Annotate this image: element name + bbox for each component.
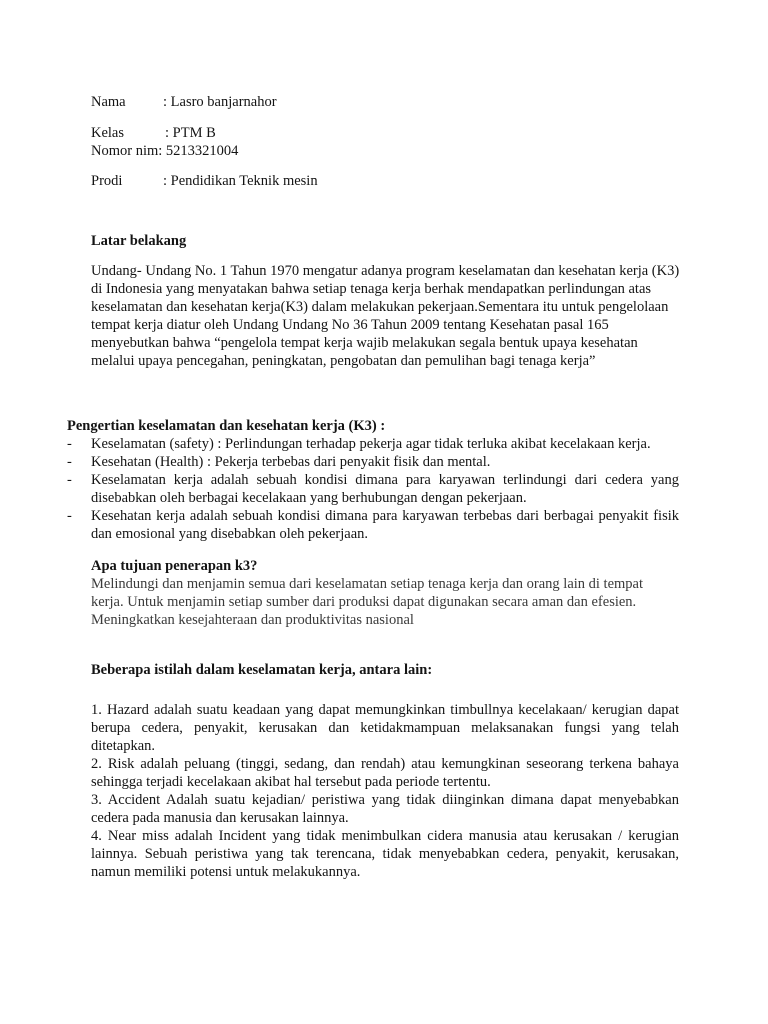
pengertian-item — [67, 453, 679, 471]
latar-body: Undang- Undang No. 1 Tahun 1970 mengatur adanya program keselamatan dan kesehatan kerja (K3) di Indonesia yang menyatakan bahwa setiap tenaga kerja berhak mendapatkan perlindungan atas keselamatan dan kesehatan kerja(K3) dalam melakukan pekerjaan.Sementara itu untuk pengelolaan tempat kerja diatur oleh Undang Undang No 36 Tahun 2009 tentang Kesehatan pasal 165 menyebutkan bahwa “pengelola tempat kerja wajib melakukan segala bentuk upaya kesehatan melalui upaya pencegahan, peningkatan, pengobatan dan pemulihan bagi tenaga kerja” — [91, 263, 680, 369]
pengertian-item — [67, 435, 679, 453]
istilah-item: 4. Near miss adalah Incident yang tidak menimbulkan cidera manusia atau kerusakan / kerugian lainnya. Sebuah peristiwa yang tak terencana, tidak menyebabkan cedera, penyakit, kerusakan, namun memiliki potensi untuk melakukannya. — [91, 828, 679, 880]
pengertian-heading: Pengertian keselamatan dan kesehatan kerja (K3) : — [67, 418, 386, 434]
latar-heading: Latar belakang — [91, 233, 187, 249]
pengertian-item — [67, 507, 679, 543]
istilah-item: 1. Hazard adalah suatu keadaan yang dapat memungkinkan timbullnya kecelakaan/ kerugian dapat berupa cedera, penyakit, kerusakan dan ketidakmampuan melaksanakan fungsi yang telah ditetapkan. — [91, 702, 679, 754]
pengertian-item — [67, 471, 679, 507]
dash-bullet: - — [67, 508, 72, 524]
prodi-value: : Pendidikan Teknik mesin — [163, 173, 318, 189]
tujuan-heading: Apa tujuan penerapan k3? — [91, 558, 258, 574]
pengertian-item-text: Kesehatan (Health) : Pekerja terbebas dari penyakit fisik dan mental. — [91, 454, 491, 470]
tujuan-body: Melindungi dan menjamin semua dari keselamatan setiap tenaga kerja dan orang lain di tempat kerja. Untuk menjamin setiap sumber dari produksi dapat digunakan secara aman dan efesien. Meningkatkan kesejahteraan dan produktivitas nasional — [91, 576, 644, 628]
dash-bullet: - — [67, 472, 72, 488]
dash-bullet: - — [67, 454, 72, 470]
istilah-list — [91, 701, 679, 881]
dash-bullet: - — [67, 436, 72, 452]
kelas-value: : PTM B — [165, 125, 216, 141]
istilah-heading: Beberapa istilah dalam keselamatan kerja, antara lain: — [91, 662, 433, 678]
pengertian-item-text: Kesehatan kerja adalah sebuah kondisi dimana para karyawan terbebas dari berbagai penyakit fisik dan emosional yang disebabkan oleh pekerjaan. — [91, 508, 679, 542]
prodi-label: Prodi — [91, 173, 123, 189]
istilah-item: 3. Accident Adalah suatu kejadian/ peristiwa yang tidak diinginkan dimana dapat menyebabkan cedera pada manusia dan kerusakan lainnya. — [91, 792, 679, 826]
nama-label: Nama — [91, 94, 126, 110]
kelas-label: Kelas — [91, 125, 125, 141]
nim-line: Nomor nim: 5213321004 — [91, 143, 239, 159]
nama-value: : Lasro banjarnahor — [163, 94, 277, 110]
pengertian-item-text: Keselamatan kerja adalah sebuah kondisi dimana para karyawan terlindungi dari cedera yang disebabkan oleh berbagai kecelakaan yang berhubungan dengan pekerjaan. — [91, 472, 679, 506]
pengertian-item-text: Keselamatan (safety) : Perlindungan terhadap pekerja agar tidak terluka akibat kecelakaan kerja. — [91, 436, 651, 452]
istilah-item: 2. Risk adalah peluang (tinggi, sedang, dan rendah) atau kemungkinan seseorang terkena bahaya sehingga terjadi kecelakaan akibat hal tersebut pada periode tertentu. — [91, 756, 679, 790]
